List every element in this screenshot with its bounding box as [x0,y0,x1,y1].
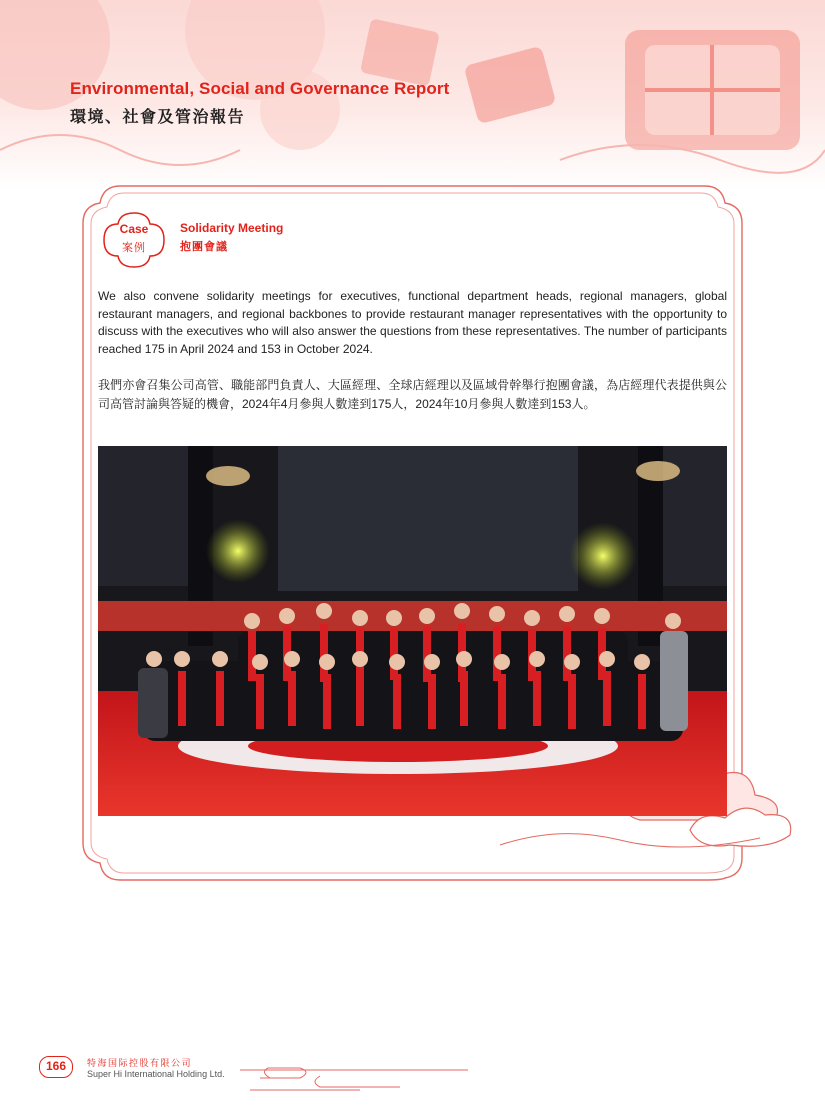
body-paragraph-zh: 我們亦會召集公司高管、職能部門負責人、大區經理、全球店經理以及區域骨幹舉行抱團會議，為店經理代表提供與公司高管討論與答疑的機會，2024年4月參與人數達到175人，2024年10月參與人數達到153人。 [98,378,727,411]
case-badge [98,210,170,270]
report-title-en: Environmental, Social and Governance Report [70,79,450,98]
group-photo-illustration [98,446,727,816]
case-badge-label-en: Case [119,222,149,236]
group-photo [98,446,727,816]
report-title-zh: 環境、社會及管治報告 [70,109,246,126]
page-number: 166 [39,1056,73,1078]
body-paragraph-en: We also convene solidarity meetings for executives, functional department heads, regional managers, global restaurant managers, and regional backbones to provide restaurant manager representatives with the opportunity to discuss with the executives who will also answer the questions from these representatives. The number of participants reached 175 in April 2024 and 153 in October 2024. [98,289,727,356]
case-title-en: Solidarity Meeting [180,221,284,235]
case-badge-label-zh: 案例 [122,242,146,254]
footer-cloud-ornament-icon [240,1060,480,1100]
company-name-en: Super Hi International Holding Ltd. [87,1069,225,1079]
company-name-zh: 特海国际控股有限公司 [87,1058,193,1068]
case-title-zh: 抱團會議 [180,241,228,253]
